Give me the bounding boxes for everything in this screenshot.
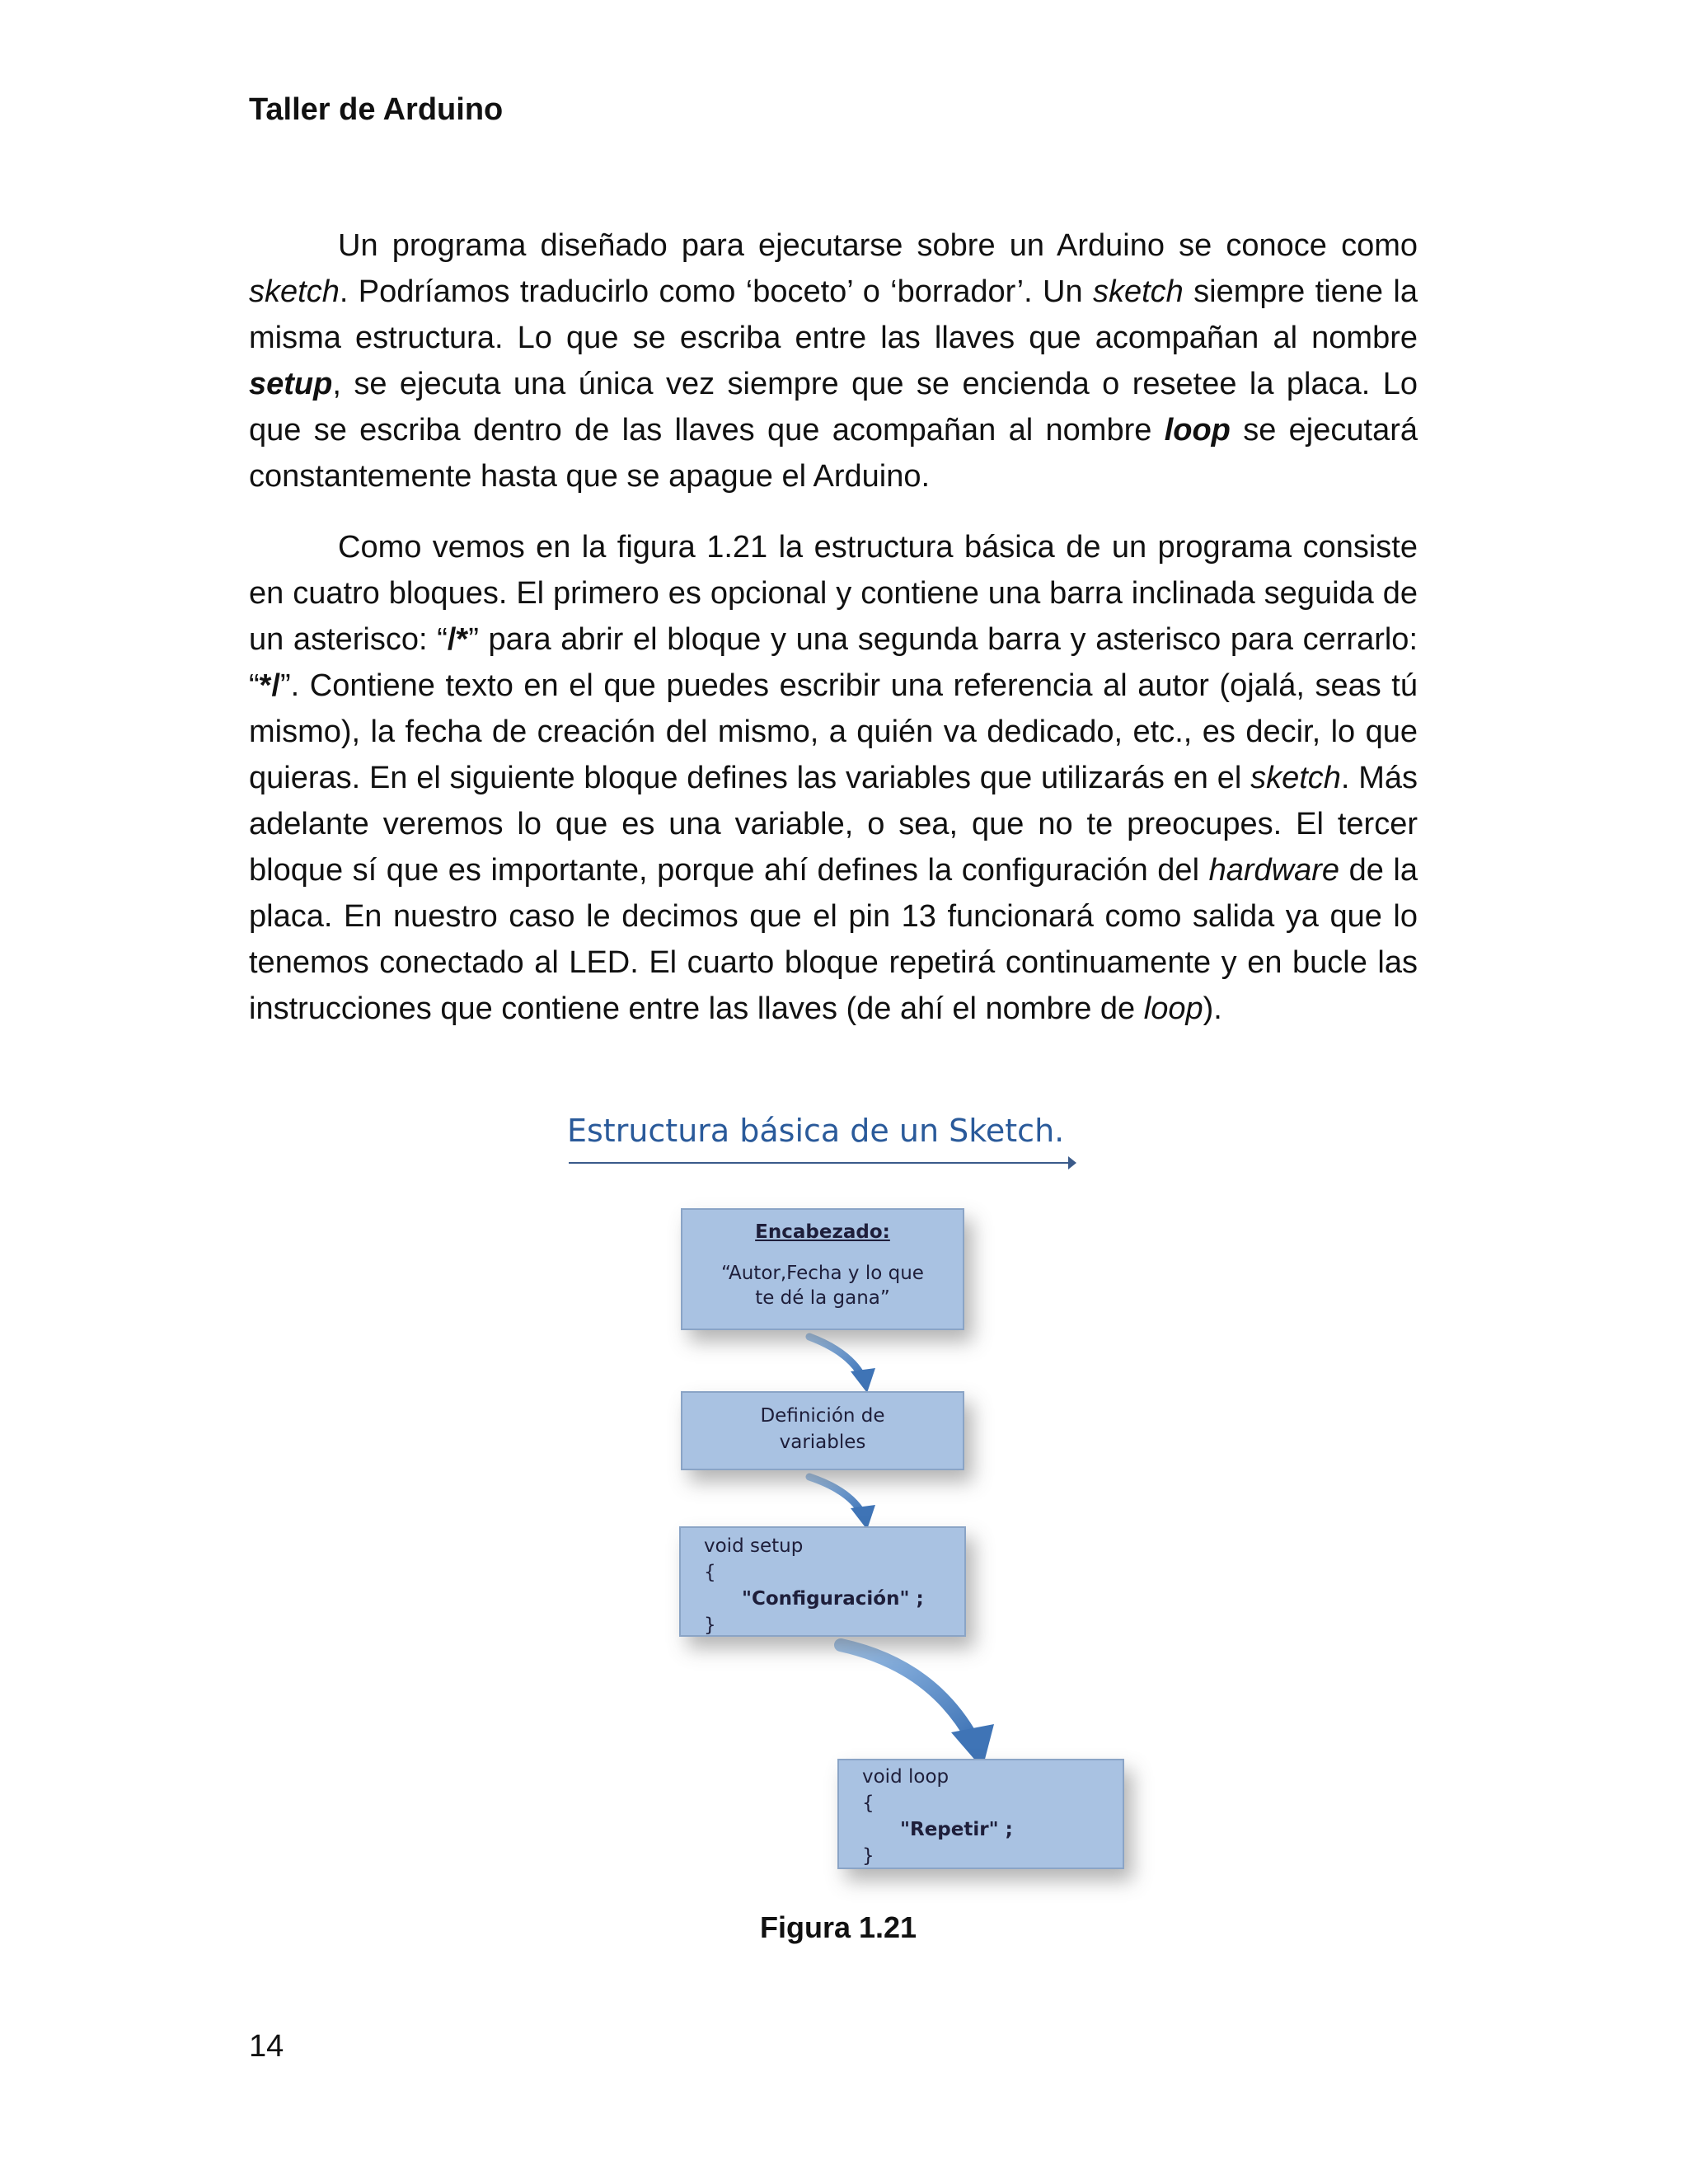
setup-block bbox=[679, 1526, 966, 1637]
setup-block-close-brace: } bbox=[704, 1615, 716, 1636]
italic-term: sketch bbox=[1092, 274, 1184, 309]
arrow-3-icon bbox=[841, 1645, 994, 1769]
bold-italic-term: loop bbox=[1164, 413, 1231, 448]
text-run: Un programa diseñado para ejecutarse sobre un Arduino se conoce como bbox=[338, 228, 1418, 263]
text-run: Como vemos en la figura 1.21 la estructura básica de un programa consiste en cuatro bloques. El primero es opcional y contiene una barra inclinada seguida de un asterisco: “ bbox=[249, 530, 1418, 657]
running-header: Taller de Arduino bbox=[249, 92, 504, 127]
setup-block-body: "Configuración" ; bbox=[742, 1588, 924, 1610]
bold-italic-term: setup bbox=[249, 367, 333, 401]
text-run: . Más adelante veremos lo que es una variable, o sea, que no te preocupes. El tercer bloque sí que es importante, porque ahí defines la configuración del bbox=[249, 761, 1418, 888]
bold-code: */ bbox=[259, 668, 281, 703]
header-block-line: “Autor,Fecha y lo que bbox=[721, 1263, 924, 1284]
variables-block bbox=[681, 1391, 964, 1470]
setup-block-open-brace: { bbox=[704, 1562, 716, 1583]
text-run: ”. Contiene texto en el que puedes escribir una referencia al autor (ojalá, seas tú mismo), la fecha de creación del mismo, a quién va dedicado, etc., es decir, lo que quieras. En el siguiente bloque defines las variables que utilizarás en el bbox=[249, 668, 1418, 795]
setup-block-signature: void setup bbox=[704, 1535, 804, 1557]
text-run: ” para abrir el bloque y una segunda barra y asterisco para cerrarlo: “ bbox=[249, 622, 1418, 703]
arrow-2-icon bbox=[809, 1477, 875, 1530]
variables-block-line: Definición de bbox=[760, 1405, 885, 1427]
text-run: ). bbox=[1203, 991, 1222, 1026]
italic-term: sketch bbox=[1250, 761, 1341, 795]
bold-code: /* bbox=[447, 622, 469, 657]
italic-term: sketch bbox=[249, 274, 340, 309]
loop-block bbox=[837, 1759, 1124, 1869]
text-run: , se ejecuta una única vez siempre que se encienda o resetee la placa. Lo que se escriba dentro de las llaves que acompañan al nombre bbox=[249, 367, 1418, 448]
variables-block-line: variables bbox=[779, 1432, 866, 1453]
header-block-heading: Encabezado: bbox=[755, 1221, 890, 1243]
figure-caption: Figura 1.21 bbox=[760, 1910, 917, 1944]
text-run: de la placa. En nuestro caso le decimos que el pin 13 funcionará como salida ya que lo tenemos conectado al LED. El cuarto bloque repetirá continuamente y en bucle las instrucciones que contiene entre las llaves (de ahí el nombre de bbox=[249, 853, 1418, 1026]
header-block-line: te dé la gana” bbox=[755, 1287, 890, 1309]
loop-block-signature: void loop bbox=[862, 1766, 950, 1788]
page-number: 14 bbox=[249, 2029, 284, 2064]
text-run: siempre tiene la misma estructura. Lo que se escriba entre las llaves que acompañan al nombre bbox=[249, 274, 1418, 355]
loop-block-body: "Repetir" ; bbox=[900, 1819, 1013, 1840]
arrow-1-icon bbox=[809, 1337, 875, 1393]
header-block bbox=[681, 1208, 964, 1330]
text-run: . Podríamos traducirlo como ‘boceto’ o ‘borrador’. Un bbox=[339, 274, 1093, 309]
loop-block-close-brace: } bbox=[862, 1845, 874, 1867]
text-run: se ejecutará constantemente hasta que se apague el Arduino. bbox=[249, 413, 1418, 494]
italic-term: loop bbox=[1143, 991, 1203, 1026]
italic-term: hardware bbox=[1208, 853, 1340, 888]
figure-title: Estructura básica de un Sketch. bbox=[567, 1113, 1065, 1149]
loop-block-open-brace: { bbox=[862, 1793, 874, 1814]
